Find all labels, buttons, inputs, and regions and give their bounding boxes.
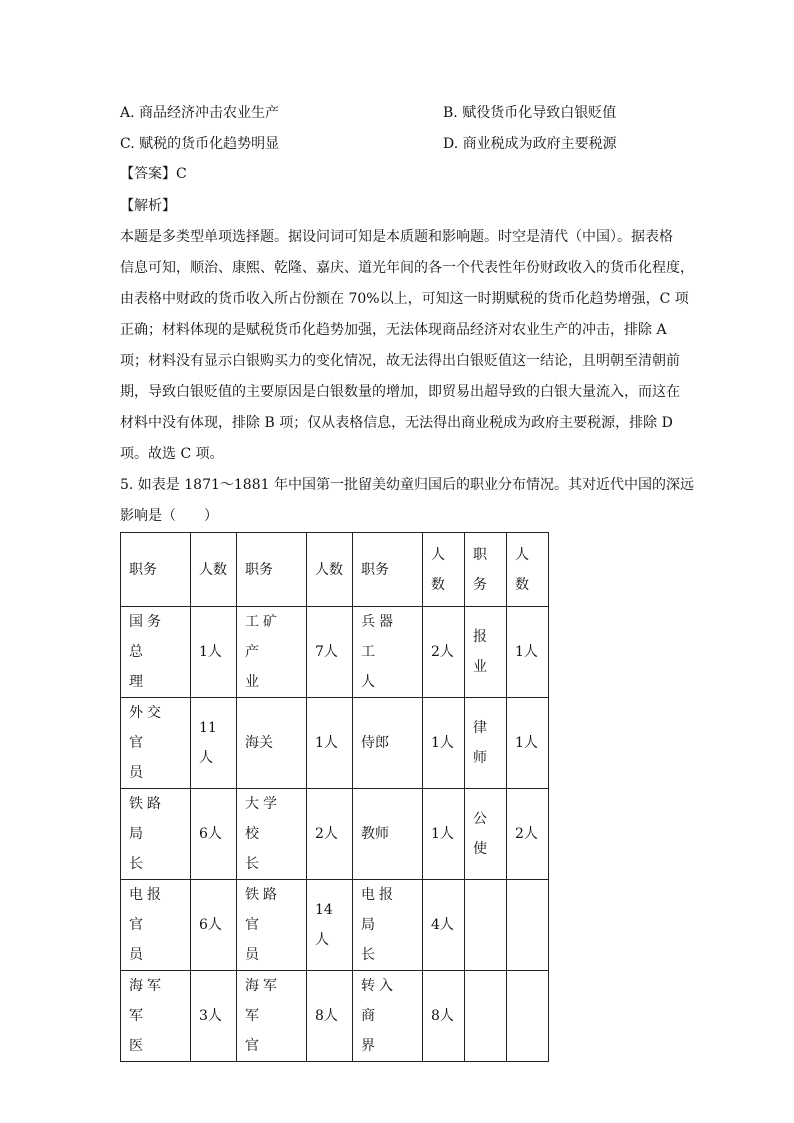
table-cell [465,971,507,1062]
table-cell: 1人 [307,698,353,789]
table-cell: 1人 [507,698,549,789]
analysis-line: 材料中没有体现，排除 B 项；仅从表格信息，无法得出商业税成为政府主要税源，排除 D [120,415,673,431]
table-cell: 职务 [353,533,423,607]
table-row [121,789,549,880]
table-cell: 工矿产 业 [237,607,307,698]
table-row [121,880,549,971]
table-cell: 2人 [423,607,465,698]
analysis-line: 期，导致白银贬值的主要原因是白银数量的增加，即贸易出超导致的白银大量流入，而这在 [120,384,680,400]
table-cell: 1人 [191,607,237,698]
table-cell: 人数 [307,533,353,607]
table-cell: 铁路官 员 [237,880,307,971]
table-cell: 转入商 界 [353,971,423,1062]
table-cell: 2人 [507,789,549,880]
analysis-line: 项；材料没有显示白银购买力的变化情况，故无法得出白银贬值这一结论，且明朝至清朝前 [120,353,680,369]
table-cell: 11人 [191,698,237,789]
table-cell: 海关 [237,698,307,789]
table-cell: 大学校 长 [237,789,307,880]
table-cell: 职务 [237,533,307,607]
question-5 [120,470,694,532]
table-cell: 外交官 员 [121,698,191,789]
table-cell: 海军军 官 [237,971,307,1062]
table-cell: 职务 [121,533,191,607]
table-cell: 海军军 医 [121,971,191,1062]
occupation-table [120,532,549,1062]
table-cell: 6人 [191,880,237,971]
table-cell: 教师 [353,789,423,880]
table-cell: 7人 [307,607,353,698]
table-cell: 6人 [191,789,237,880]
table-cell: 人 数 [423,533,465,607]
table-cell: 职 务 [465,533,507,607]
analysis-line: 项。故选 C 项。 [120,446,224,462]
table-cell: 报 业 [465,607,507,698]
table-row [121,698,549,789]
table-cell: 公 使 [465,789,507,880]
analysis-line: 由表格中财政的货币收入所占份额在 70%以上，可知这一时期赋税的货币化趋势增强，C 项 [120,291,689,307]
question-line: 5. 如表是 1871～1881 年中国第一批留美幼童归国后的职业分布情况。其对近代中国的深远 [120,477,694,493]
table-cell: 电报局 长 [353,880,423,971]
table-cell: 1人 [423,789,465,880]
table-cell [507,880,549,971]
table-cell: 铁路局 长 [121,789,191,880]
table-cell [465,880,507,971]
analysis-line: 信息可知，顺治、康熙、乾隆、嘉庆、道光年间的各一个代表性年份财政收入的货币化程度， [120,260,694,276]
analysis-text [120,222,694,470]
option-a: A. 商品经济冲击农业生产 [120,105,280,121]
analysis-heading: 【解析】 [120,198,176,214]
table-cell: 1人 [507,607,549,698]
table-cell: 电报官 员 [121,880,191,971]
table-cell: 8人 [423,971,465,1062]
table-cell: 人 数 [507,533,549,607]
option-b: B. 赋役货币化导致白银贬值 [443,105,617,121]
option-c: C. 赋税的货币化趋势明显 [120,136,280,152]
table-cell: 8人 [307,971,353,1062]
analysis-line: 本题是多类型单项选择题。据设问词可知是本质题和影响题。时空是清代（中国）。据表格 [120,229,673,245]
table-cell: 兵器工 人 [353,607,423,698]
table-cell: 侍郎 [353,698,423,789]
table-row [121,971,549,1062]
table-cell: 2人 [307,789,353,880]
table-row [121,607,549,698]
table-header-row [121,533,549,607]
table-cell: 4人 [423,880,465,971]
answer: 【答案】C [120,166,187,182]
table-cell: 14人 [307,880,353,971]
table-cell: 人数 [191,533,237,607]
table-cell: 律 师 [465,698,507,789]
table-cell: 国务总 理 [121,607,191,698]
table-cell: 3人 [191,971,237,1062]
analysis-line: 正确；材料体现的是赋税货币化趋势加强，无法体现商品经济对农业生产的冲击，排除 A [120,322,667,338]
table-cell: 1人 [423,698,465,789]
option-d: D. 商业税成为政府主要税源 [443,136,617,152]
table-cell [507,971,549,1062]
question-line: 影响是（ ） [120,508,218,524]
